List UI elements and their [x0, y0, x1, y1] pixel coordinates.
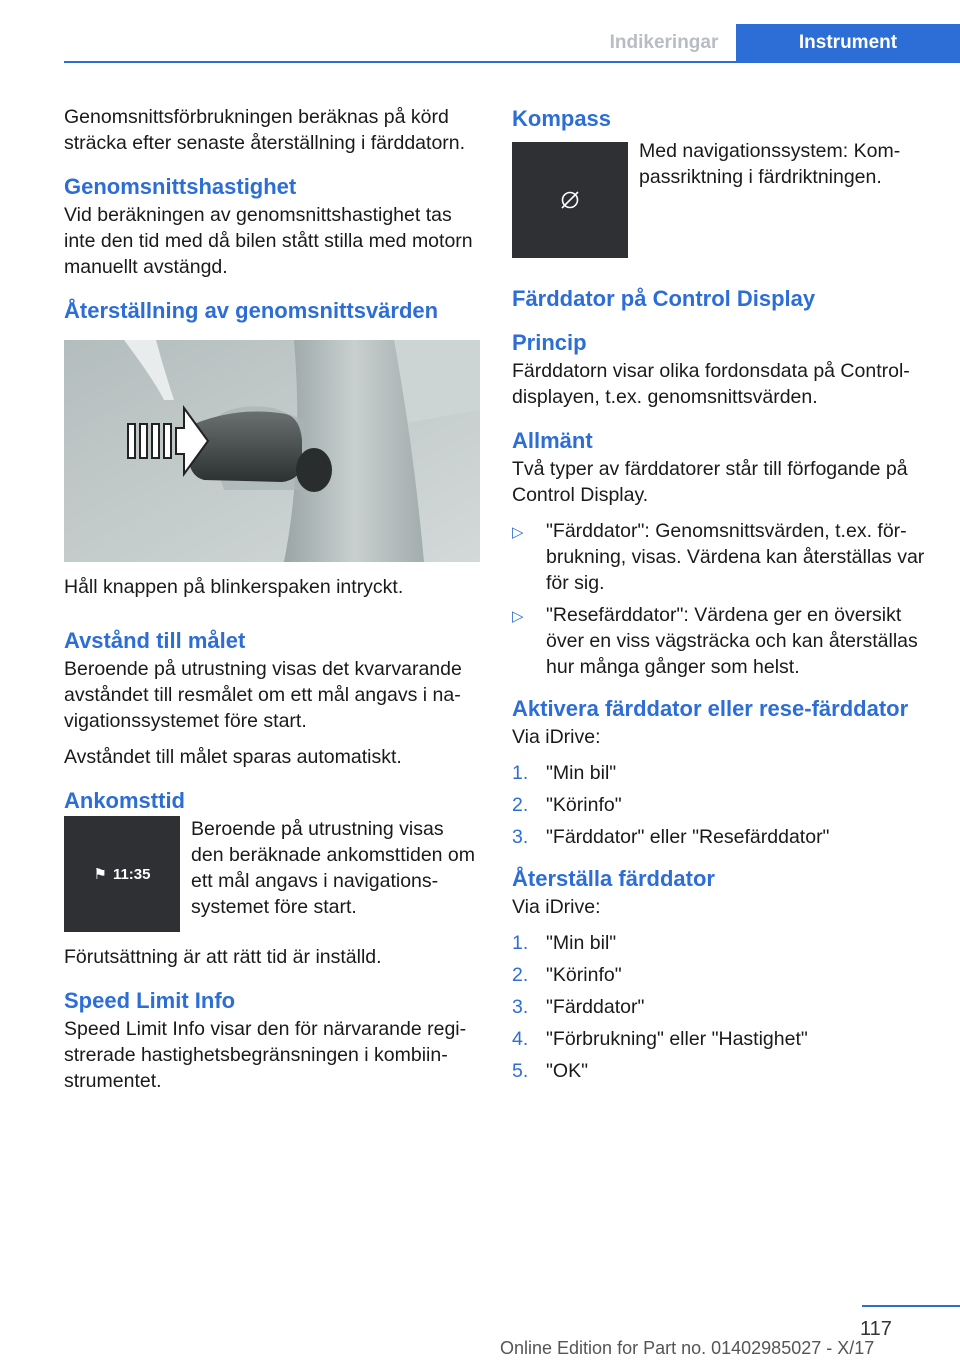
arrival-paragraph-2: Förutsättning är att rätt tid är inställd. [64, 946, 382, 968]
reset-instruction: Håll knappen på blinkerspaken intryckt. [64, 576, 404, 598]
header-rule [64, 61, 960, 63]
via-idrive-2: Via iDrive: [512, 896, 601, 918]
distance-paragraph-1: Beroende på utrustning visas det kvarvarande avståndet till resmålet om ett mål angavs i navigationssystemet före start. [64, 658, 462, 732]
compass-paragraph: Med navigationssystem: Kompassriktning i färdriktningen. [639, 140, 901, 188]
principle-paragraph: Färddatorn visar olika fordonsdata på Controldisplayen, t.ex. genomsnittsvärden. [512, 360, 910, 408]
list-item: 1. "Min bil" [512, 762, 617, 784]
footer-rule [862, 1305, 960, 1307]
stalk-image [64, 340, 480, 562]
heading-general: Allmänt [512, 428, 593, 453]
list-item: 2. "Körinfo" [512, 794, 622, 816]
right-column [512, 104, 928, 1090]
tab-instrument[interactable]: Instrument [736, 24, 960, 62]
list-item: 5. "OK" [512, 1060, 589, 1082]
heading-reset-averages: Återställning av genomsnittsvärden [64, 298, 439, 323]
via-idrive-1: Via iDrive: [512, 726, 601, 748]
list-item: ▷ "Resefärddator": Värdena ger en översikt över en viss vägsträcka och kan återställas hur många gånger som helst. [512, 604, 918, 678]
heading-compass: Kompass [512, 106, 612, 131]
general-list [512, 518, 928, 680]
activate-steps [512, 760, 928, 850]
list-item: 2. "Körinfo" [512, 964, 622, 986]
triangle-bullet-icon: ▷ [512, 608, 524, 625]
list-item: 1. "Min bil" [512, 932, 617, 954]
arrival-paragraph: Beroende på utrustning visas den beräknade ankomsttiden om ett mål angavs i navigationssystemet före start. [191, 818, 476, 918]
list-item: ▷ "Färddator": Genomsnittsvärden, t.ex. förbrukning, visas. Värdena kan återställas var för sig. [512, 520, 925, 594]
arrival-time-value: 11:35 [112, 865, 151, 883]
average-speed-paragraph: Vid beräkningen av genomsnittshastighet tas inte den tid med då bilen stått stilla med motorn manuellt avstängd. [64, 204, 473, 278]
heading-distance-to-destination: Avstånd till målet [64, 628, 246, 653]
page-header [0, 0, 960, 62]
flag-icon: ⚑ [93, 866, 107, 883]
turn-signal-stalk-illustration [64, 340, 480, 562]
triangle-bullet-icon: ▷ [512, 524, 524, 541]
heading-principle: Princip [512, 330, 587, 355]
left-column [64, 104, 480, 1094]
speed-limit-paragraph: Speed Limit Info visar den för närvarande registrerade hastighetsbegränsningen i kombiinstrumentet. [64, 1018, 467, 1092]
compass-row [512, 142, 928, 258]
general-paragraph: Två typer av färddatorer står till förfogande på Control Display. [512, 458, 908, 506]
distance-paragraph-2: Avståndet till målet sparas automatiskt. [64, 746, 402, 768]
heading-trip-computer: Färddator på Control Display [512, 286, 816, 311]
arrival-row [64, 816, 480, 932]
arrival-time-display [64, 816, 180, 932]
compass-off-icon [559, 189, 581, 211]
heading-average-speed: Genomsnittshastighet [64, 174, 297, 199]
reset-steps [512, 930, 928, 1084]
heading-speed-limit-info: Speed Limit Info [64, 988, 236, 1013]
compass-display [512, 142, 628, 258]
heading-arrival-time: Ankomsttid [64, 788, 185, 813]
intro-paragraph: Genomsnittsförbrukningen beräknas på körd sträcka efter senaste återställning i färddatorn. [64, 106, 466, 154]
list-item: 4. "Förbrukning" eller "Hastighet" [512, 1028, 808, 1050]
list-item: 3. "Färddator" [512, 996, 645, 1018]
edition-footer: Online Edition for Part no. 01402985027 - X/17 [500, 1338, 875, 1358]
list-item: 3. "Färddator" eller "Resefärddator" [512, 826, 830, 848]
tab-indikeringar[interactable]: Indikeringar [609, 32, 719, 53]
heading-reset-computer: Återställa färddator [512, 866, 715, 891]
page-number: 117 [860, 1318, 892, 1340]
heading-activate-computer: Aktivera färddator eller rese-färddator [512, 696, 909, 721]
